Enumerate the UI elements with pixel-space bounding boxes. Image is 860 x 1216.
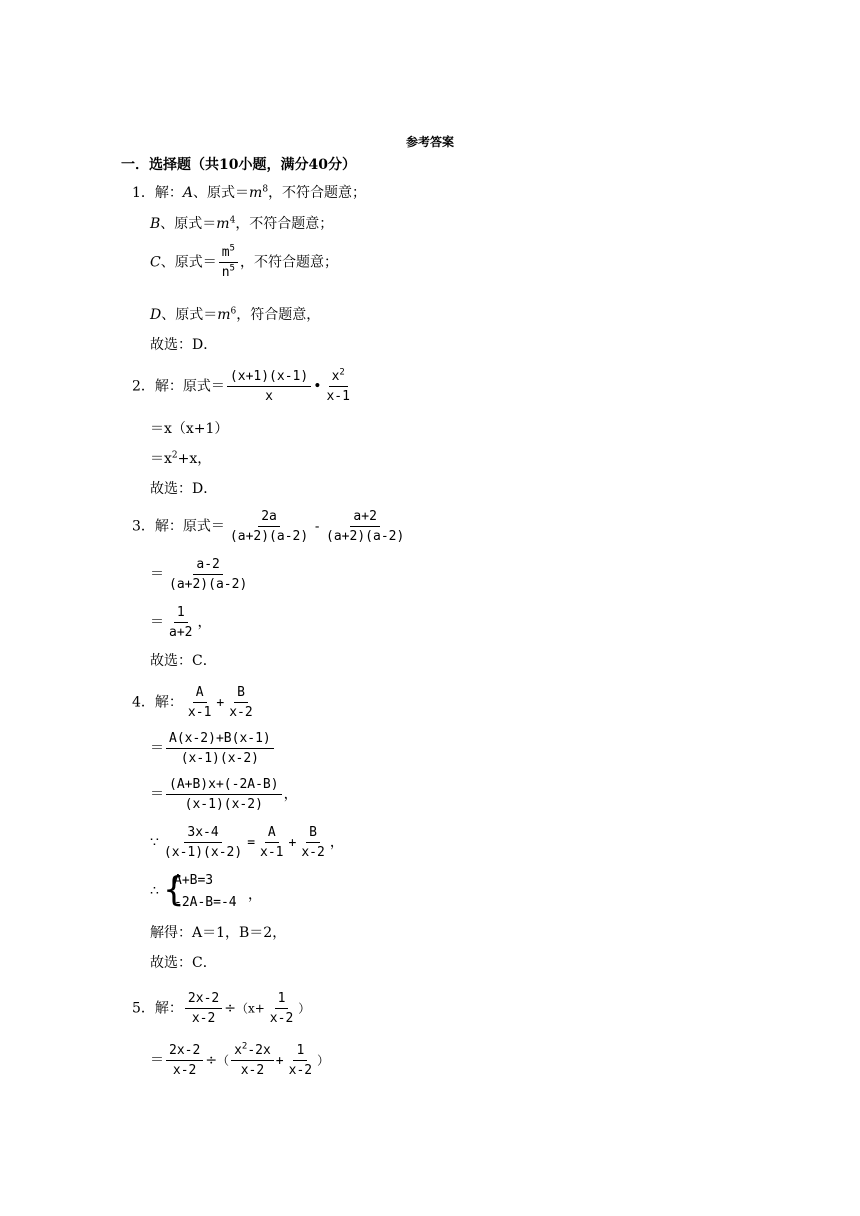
q2-dot: • [313,378,322,395]
q4-answer: 故选：C． [150,955,217,971]
q5-lead: 5．解： [132,1000,183,1017]
q3-f2-den: (a+2)(a-2) [326,529,405,544]
q2-fraction-2 [323,368,352,405]
q3-fraction-4 [166,604,195,641]
q4-f6-den: x-1 [260,845,284,860]
q4-fraction-6 [257,824,286,861]
q5-line-2 [150,1042,329,1079]
q2-f1-den: x [265,389,273,404]
q4-f7-num: B [306,824,320,843]
q4-solve: 解得：A＝1，B＝2， [150,925,287,941]
q2-f2-den: x-1 [326,389,350,404]
q5-fraction-1 [185,990,222,1027]
q3-f1-den: (a+2)(a-2) [229,529,309,544]
q1-d-post: ，符合题意， [236,307,321,323]
q3-f1-num: 2a [258,508,280,527]
q4-f7-den: x-2 [301,845,325,860]
q1-answer: 故选：D． [150,337,218,353]
q2-line-2: ＝x（x+1） [150,421,229,437]
section-heading: 一．选择题（共10小题，满分40分） [121,157,356,173]
q4-plus: + [216,695,225,711]
q1-d-var: m [217,307,231,323]
q4-f4-post: ， [283,786,298,803]
q4-f5-num: 3x-4 [184,824,221,843]
q4-because: ∵ [150,834,159,851]
q1-b-exp: 4 [229,215,236,226]
q5-f4-num-rest: -2x [247,1043,271,1058]
q5-div-2: ÷ [205,1052,218,1069]
q5-plus: + [275,1053,284,1069]
q4-eq-3: = [247,835,256,851]
q4-fraction-2 [226,684,255,721]
q1-c-fraction [219,244,238,281]
q4-f1-den: x-1 [187,705,212,720]
q4-line-2 [150,730,276,767]
q1-line-a: 1．解：A、原式$=m^8$，不符合题意； [132,184,367,201]
q2-answer: 故选：D． [150,481,218,497]
q1-line-d: D、原式$=m^6$，符合题意， [150,306,321,323]
q4-fraction-1 [185,684,214,721]
q4-fraction-5 [161,824,245,861]
q5-f4-den: x-2 [240,1063,265,1078]
q1-d-exp: 6 [230,306,237,317]
q3-eq-2: ＝ [150,614,164,631]
q4-fraction-7 [298,824,327,861]
q3-f2-num: a+2 [350,508,379,527]
q5-paren-close-2: ） [317,1053,330,1068]
q4-sys-eq2: -2A-B=-4 [174,895,237,910]
q4-f3-den: (x-1)(x-2) [180,751,260,766]
q4-line-1 [132,684,258,721]
q2-line3-post: +x， [177,451,212,467]
q4-f6-num: A [265,824,279,843]
q3-line-1 [132,508,409,545]
q2-line-1 [132,368,355,405]
q1-a-var: m [249,185,263,201]
q4-eq-1: ＝ [150,740,164,757]
q4-sys-eq1: A+B=3 [174,873,214,888]
q4-plus-2: + [288,835,297,851]
q4-therefore: ∴ [150,883,159,899]
q5-f5-num: 1 [293,1042,307,1061]
q5-f3-num: 2x-2 [166,1042,203,1061]
q1-b-post: ，不符合题意； [235,216,334,232]
q5-paren-open-2: （ [217,1053,230,1068]
q4-fraction-3 [166,730,274,767]
q1-a-exp: 8 [262,184,269,195]
q3-fraction-2 [323,508,407,545]
q5-f3-den: x-2 [172,1063,197,1078]
q5-f1-den: x-2 [191,1011,216,1026]
q5-f2-num: 1 [275,990,289,1009]
q5-f5-den: x-2 [288,1063,313,1078]
q5-f2-den: x-2 [269,1011,294,1026]
q4-f2-num: B [234,684,248,703]
q4-f4-num: (A+B)x+(-2A-B) [166,776,282,795]
q2-lead: 2．解：原式＝ [132,378,225,395]
q3-answer: 故选：C． [150,653,217,669]
q5-f1-num: 2x-2 [185,990,222,1009]
q4-f4-den: (x-1)(x-2) [184,797,263,812]
q3-eq-1: ＝ [150,566,164,583]
q5-fraction-2 [267,990,296,1027]
q3-fraction-1 [227,508,311,545]
q4-f7-post: ， [329,834,344,851]
q4-line-3 [150,776,298,813]
q2-line3-pre: ＝x [150,451,172,467]
q4-f2-den: x-2 [229,705,253,720]
q3-f4-num: 1 [174,604,188,623]
q1-c-den: n [221,265,230,280]
q2-f2-exp: 2 [339,367,345,378]
q3-f4-den: a+2 [169,625,193,640]
q1-c-num: m [221,245,230,260]
q3-f4-post: ， [197,614,212,631]
q2-f1-num: (x+1)(x-1) [227,368,311,387]
q2-f2-num: x [331,369,340,384]
q1-a-label: A [182,185,194,201]
q1-c-post: ，不符合题意； [239,254,338,271]
q1-line-c: C、原式＝ $\frac{m^5}{n^5}$ ，不符合题意； [150,243,338,280]
q1-c-num-exp: 5 [229,243,235,254]
q5-paren-open: （x+ [235,1001,265,1016]
q5-fraction-3 [166,1042,203,1079]
q2-line-3 [150,450,211,468]
q3-line-2 [150,556,252,593]
q3-fraction-3 [166,556,250,593]
brace-icon: { [163,870,185,910]
q5-fraction-5 [286,1042,315,1079]
q4-fraction-4 [166,776,282,813]
q1-a-post: ，不符合题意； [268,185,367,201]
q1-line-b: B、原式$=m^4$，不符合题意； [150,215,334,232]
q1-lead: 1．解： [132,185,183,201]
q5-fraction-4 [231,1042,274,1079]
q3-lead: 3．解：原式＝ [132,518,225,535]
q2-line3-exp: 2 [171,450,178,461]
q4-f3-num: A(x-2)+B(x-1) [166,730,274,749]
q4-lead: 4．解： [132,694,183,711]
q4-line-4 [150,824,344,861]
q5-f4-num-exp: 2 [241,1041,248,1052]
q4-sys-post: ， [248,887,262,903]
q3-line-3 [150,604,211,641]
q5-eq: ＝ [150,1052,164,1069]
q5-f4-num-base: x [234,1043,242,1058]
q4-f5-den: (x-1)(x-2) [163,845,243,860]
q1-b-var: m [216,216,230,232]
q2-fraction-1 [227,368,311,405]
q5-line-1 [132,990,310,1027]
q1-c-den-exp: 5 [229,263,235,274]
q4-eq-2: ＝ [150,786,164,803]
q5-div: ÷ [224,1000,236,1017]
q5-paren-close: ） [298,1001,311,1016]
q3-f3-den: (a+2)(a-2) [169,577,248,592]
page-title: 参考答案 [405,135,454,149]
q3-f3-num: a-2 [193,556,222,575]
q4-f1-num: A [193,684,207,703]
q3-minus: - [313,519,322,535]
